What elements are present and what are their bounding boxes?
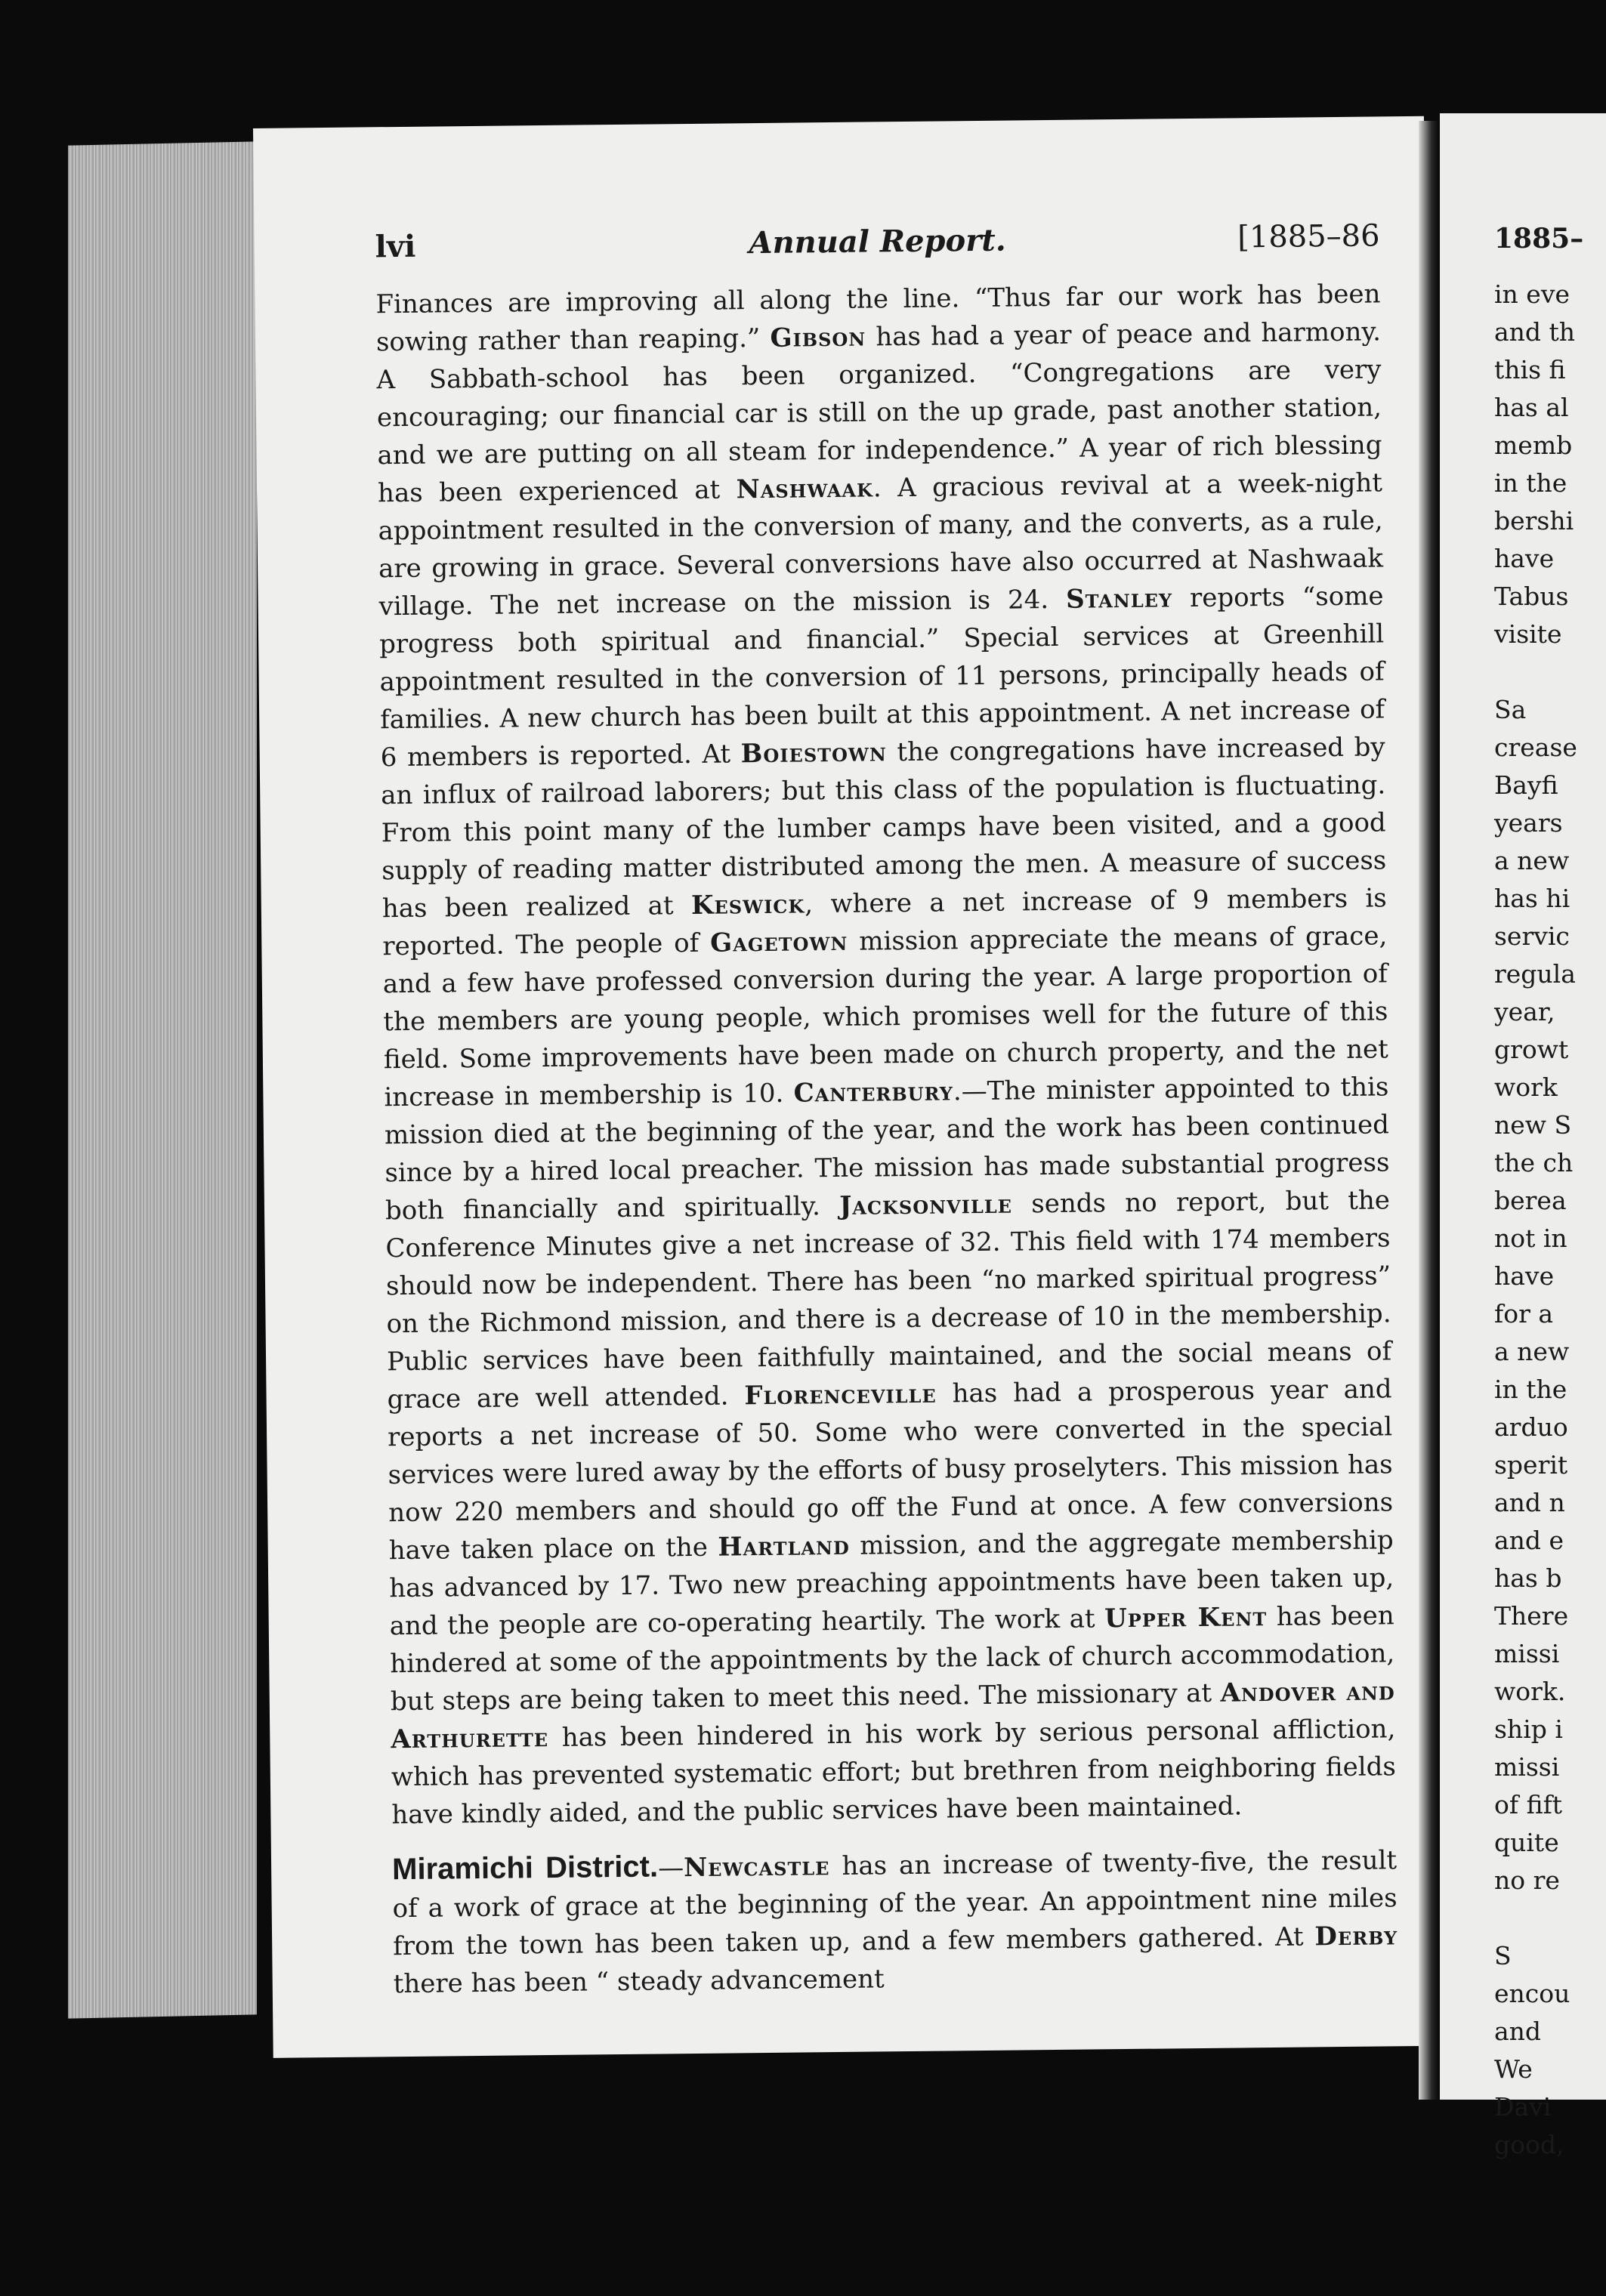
right-page-line: no re: [1494, 1866, 1560, 1895]
right-page-line: has b: [1494, 1563, 1562, 1593]
right-page-line: Davi: [1494, 2092, 1552, 2122]
right-page-line: encou: [1494, 1979, 1570, 2008]
right-page-line: good,: [1494, 2130, 1564, 2159]
right-page-line: Bayfi: [1494, 770, 1558, 800]
text-run: has had a prosperous year and reports a net increase of 50. Some who were converted in the special services were lured away by the efforts of busy proselyters. This mission has now 220 members and should go off the Fund at once. A few conversions have taken place on the: [387, 1374, 1394, 1566]
text-run: there has been “ steady advancement: [393, 1964, 885, 2000]
right-page-line: Tabus: [1494, 582, 1569, 611]
text-run: , where a net increase of 9 members is reported. The people of: [382, 883, 1387, 962]
mission-name: Andover and Arthurette: [391, 1676, 1395, 1755]
right-page-line: and n: [1494, 1488, 1565, 1517]
mission-name: Canterbury: [793, 1076, 954, 1109]
text-run: reports “some progress both spiritual and financial.” Special services at Greenhill appointment resulted in the conversion of 11 persons, principally heads of families. A new church has been built at this appointment. A net increase of 6 members is reported. At: [378, 581, 1385, 773]
mission-name: Newcastle: [683, 1851, 830, 1884]
right-page-line: and: [1494, 2017, 1542, 2046]
page-number: lvi: [375, 228, 416, 265]
right-page-line: There: [1494, 1601, 1569, 1631]
text-run: sends no report, but the Conference Minutes give a net increase of 32. This field with 174 members should now be independent. There has been “no marked spiritual progress” on the Richmond mission, and there is a decrease of 10 in the membership. Public services have been faithfully maintained, and the social means of grace are well attended.: [385, 1185, 1392, 1415]
right-page-line: have: [1494, 544, 1555, 573]
right-page-line: servic: [1494, 921, 1570, 951]
right-page-line: missi: [1494, 1639, 1560, 1668]
right-page-line: work: [1494, 1072, 1558, 1102]
right-page-line: crease: [1494, 733, 1577, 762]
right-page-line: missi: [1494, 1752, 1560, 1782]
body-paragraph: [375, 275, 1396, 1834]
text-run: has been hindered at some of the appointments by the lack of church accommodation, but steps are being taken to meet this need. The missionary at: [390, 1600, 1395, 1717]
text-run: has been hindered in his work by serious personal affliction, which has prevented systematic effort; but brethren from neighboring fields have kindly aided, and the public services have been maintained.: [391, 1714, 1397, 1831]
right-page-line: and th: [1494, 317, 1576, 347]
mission-name: Derby: [1314, 1921, 1398, 1952]
right-page-partial: [1440, 113, 1606, 2159]
right-page-line: have: [1494, 1261, 1555, 1291]
right-page-header: 1885–: [1494, 223, 1584, 255]
body-text: [375, 275, 1398, 2003]
mission-name: Upper Kent: [1104, 1602, 1268, 1634]
district-heading: Miramichi District.: [391, 1850, 659, 1887]
right-page-line: of fift: [1494, 1790, 1563, 1819]
right-page-line: the ch: [1494, 1148, 1574, 1177]
right-page-line: sperit: [1494, 1450, 1568, 1480]
right-page-line: We: [1494, 2054, 1533, 2084]
text-run: has an increase of twenty-five, the result of a work of grace at the beginning of the year. An appointment nine miles from the town has been taken up, and a few members gathered. At: [392, 1845, 1398, 1962]
book-page-edges: [68, 141, 257, 2018]
right-page-line: years: [1494, 808, 1563, 838]
mission-name: Hartland: [718, 1530, 850, 1563]
mission-name: Boiestown: [740, 737, 888, 770]
right-page-lines: [1494, 276, 1577, 2164]
mission-name: Stanley: [1065, 583, 1173, 615]
text-run: —: [657, 1853, 684, 1884]
left-page: [253, 116, 1444, 2058]
text-run: has had a year of peace and harmony. A Sabbath-school has been organized. “Congregations are very encouraging; our financial car is still on the up grade, past another station, and we are putting on all steam for independence.” A year of rich blessing has been experienced at: [376, 316, 1382, 509]
text-run: Finances are improving all along the line. “Thus far our work has been sowing rather than reaping.”: [375, 279, 1381, 358]
book-gutter: [1419, 121, 1440, 2100]
mission-name: Jacksonville: [839, 1189, 1013, 1221]
right-page-line: in the: [1494, 468, 1567, 498]
text-run: the congregations have increased by an influx of railroad laborers; but this class of the population is fluctuating. From this point many of the lumber camps have been visited, and a good supply of reading matter distributed among the men. A measure of success has been realized at: [381, 732, 1387, 924]
right-page-line: memb: [1494, 430, 1573, 460]
right-page-line: S: [1494, 1941, 1512, 1970]
right-page-line: regula: [1494, 959, 1576, 989]
right-page-line: work.: [1494, 1677, 1566, 1706]
text-run: mission appreciate the means of grace, and a few have professed conversion during the year. A large proportion of the members are young people, which promises well for the future of this field. Some improvements have been made on church property, and the net increase in membership is 10.: [382, 921, 1389, 1113]
right-page-line: a new: [1494, 846, 1570, 875]
right-page-line: for a: [1494, 1299, 1554, 1329]
right-page-line: a new: [1494, 1337, 1570, 1366]
right-page-line: not in: [1494, 1224, 1567, 1253]
right-page-line: visite: [1494, 619, 1562, 649]
text-run: mission, and the aggregate membership has advanced by 17. Two new preaching appointments have been taken up, and the people are co-operating heartily. The work at: [389, 1525, 1394, 1642]
text-run: .—The minister appointed to this mission died at the beginning of the year, and the work has been continued since by a hired local preacher. The mission has made substantial progress both financially and spiritually.: [384, 1072, 1390, 1227]
right-page-line: in eve: [1494, 279, 1570, 309]
right-page-line: berea: [1494, 1186, 1567, 1215]
right-page-line: ship i: [1494, 1714, 1563, 1744]
right-page-line: [1494, 1899, 1577, 1937]
right-page-line: [1494, 653, 1577, 691]
right-page-line: bershi: [1494, 506, 1574, 535]
right-page-line: has hi: [1494, 884, 1570, 913]
mission-name: Florenceville: [744, 1378, 937, 1412]
mission-name: Keswick: [690, 889, 805, 921]
mission-name: Gagetown: [709, 926, 848, 958]
running-title: Annual Report.: [749, 222, 1006, 261]
mission-name: Gibson: [770, 322, 866, 353]
year-range: [1885–86: [1237, 218, 1380, 255]
right-page-line: arduo: [1494, 1412, 1568, 1442]
right-page-line: Sa: [1494, 695, 1527, 724]
right-page-line: in the: [1494, 1375, 1567, 1404]
right-page-line: has al: [1494, 393, 1569, 422]
right-page-line: new S: [1494, 1110, 1572, 1140]
district-paragraph: [392, 1840, 1398, 2003]
text-run: . A gracious revival at a week-night appointment resulted in the conversion of many, and the converts, as a rule, are growing in grace. Several conversions have also occurred at Nashwaak village. The net increase on the mission is 24.: [378, 468, 1384, 622]
right-page-line: quite: [1494, 1828, 1559, 1857]
right-page-line: this fi: [1494, 355, 1566, 384]
right-page-line: year,: [1494, 997, 1555, 1026]
right-page-line: and e: [1494, 1526, 1564, 1555]
right-page-line: growt: [1494, 1035, 1569, 1064]
mission-name: Nashwaak: [736, 473, 874, 505]
